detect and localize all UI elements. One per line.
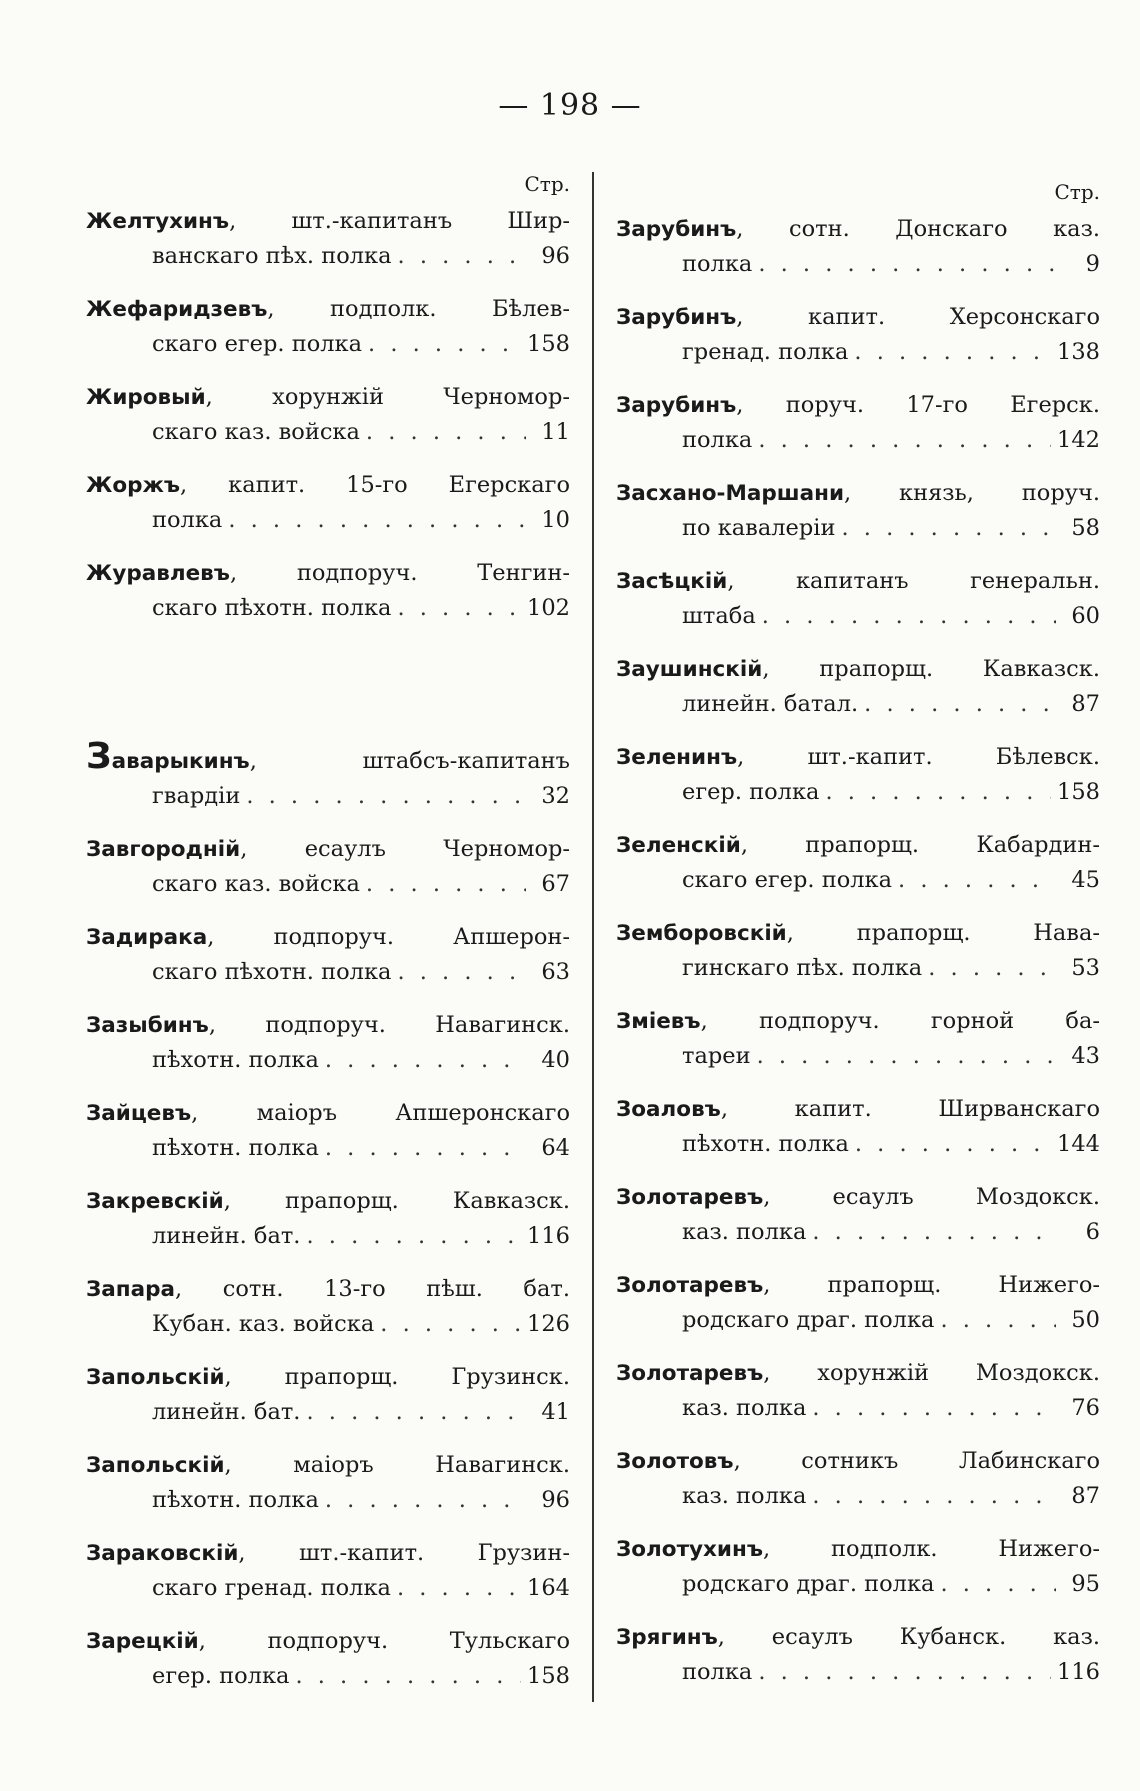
entry-page-ref: 58 bbox=[1071, 515, 1100, 541]
entry-rank-unit: , подпоруч. Тенгин- bbox=[229, 560, 570, 586]
entry-continuation: по кавалеріи bbox=[682, 515, 836, 541]
entry-rank-unit: , сотн. Донскаго каз. bbox=[736, 216, 1100, 242]
entry-continuation: пѣхотн. полка bbox=[152, 1135, 319, 1161]
index-entry bbox=[616, 740, 1100, 809]
entry-first-line bbox=[616, 740, 1100, 775]
entry-first-line bbox=[86, 468, 570, 503]
entry-surname: Заварыкинъ bbox=[86, 736, 250, 777]
dot-leader bbox=[812, 1215, 1056, 1249]
entry-page-ref: 102 bbox=[527, 595, 570, 621]
entry-page-ref: 40 bbox=[541, 1047, 570, 1073]
entry-first-line bbox=[86, 1008, 570, 1043]
entry-page-ref: 116 bbox=[1057, 1659, 1100, 1685]
dot-leader bbox=[397, 591, 521, 625]
entry-first-line bbox=[86, 1184, 570, 1219]
dot-leader bbox=[380, 1307, 521, 1341]
column-divider bbox=[592, 172, 594, 1702]
entry-continuation: Кубан. каз. войска bbox=[152, 1311, 375, 1337]
index-entry bbox=[86, 204, 570, 273]
entry-surname: Зазыбинъ bbox=[86, 1013, 209, 1038]
entry-rank-unit: , прапорщ. Нава- bbox=[786, 920, 1100, 946]
dot-leader bbox=[812, 1391, 1056, 1425]
entry-second-line bbox=[616, 1391, 1100, 1425]
entry-continuation: гинскаго пѣх. полка bbox=[682, 955, 923, 981]
entry-first-line bbox=[616, 1620, 1100, 1655]
entry-second-line bbox=[616, 1655, 1100, 1689]
entry-rank-unit: , шт.-капит. Бѣлевск. bbox=[737, 744, 1100, 770]
column-header-pages: Стр. bbox=[524, 172, 570, 196]
entry-page-ref: 158 bbox=[1057, 779, 1100, 805]
index-entry bbox=[86, 556, 570, 625]
dot-leader bbox=[228, 503, 526, 537]
entry-continuation: ванскаго пѣх. полка bbox=[152, 243, 392, 269]
entry-second-line bbox=[86, 867, 570, 901]
entry-continuation: скаго гренад. полка bbox=[152, 1575, 391, 1601]
dot-leader bbox=[306, 1219, 521, 1253]
entry-page-ref: 41 bbox=[541, 1399, 570, 1425]
entry-first-line bbox=[616, 300, 1100, 335]
index-entry bbox=[616, 388, 1100, 457]
dot-leader bbox=[762, 599, 1056, 633]
entry-page-ref: 11 bbox=[541, 419, 570, 445]
dot-leader bbox=[368, 327, 521, 361]
entry-first-line bbox=[86, 556, 570, 591]
dot-leader bbox=[366, 415, 526, 449]
entry-continuation: каз. полка bbox=[682, 1395, 807, 1421]
entry-second-line bbox=[86, 415, 570, 449]
entry-surname: Зарубинъ bbox=[616, 393, 737, 418]
entry-surname: Желтухинъ bbox=[86, 209, 230, 234]
entry-continuation: полка bbox=[682, 1659, 753, 1685]
dot-leader bbox=[325, 1483, 526, 1517]
entry-continuation: егер. полка bbox=[152, 1663, 290, 1689]
entry-first-line bbox=[616, 828, 1100, 863]
entry-rank-unit: , подполк. Бѣлев- bbox=[267, 296, 570, 322]
entry-page-ref: 126 bbox=[527, 1311, 570, 1337]
index-entry bbox=[86, 1272, 570, 1341]
dot-leader bbox=[306, 1395, 526, 1429]
entry-first-line bbox=[616, 564, 1100, 599]
entry-page-ref: 164 bbox=[527, 1575, 570, 1601]
entry-continuation: тареи bbox=[682, 1043, 751, 1069]
entry-second-line bbox=[86, 1043, 570, 1077]
entry-page-ref: 63 bbox=[541, 959, 570, 985]
entry-rank-unit: , подпоруч. Навагинск. bbox=[208, 1012, 570, 1038]
entry-second-line bbox=[86, 591, 570, 625]
index-entry bbox=[616, 1444, 1100, 1513]
entry-page-ref: 158 bbox=[527, 1663, 570, 1689]
entry-first-line bbox=[86, 1536, 570, 1571]
entry-first-line bbox=[616, 916, 1100, 951]
entry-continuation: скаго каз. войска bbox=[152, 871, 360, 897]
entry-second-line bbox=[86, 503, 570, 537]
entry-surname: Жефаридзевъ bbox=[86, 297, 268, 322]
index-entry bbox=[86, 736, 570, 813]
entry-second-line bbox=[616, 687, 1100, 721]
entry-first-line bbox=[616, 652, 1100, 687]
entry-page-ref: 64 bbox=[541, 1135, 570, 1161]
entry-second-line bbox=[86, 1395, 570, 1429]
entry-page-ref: 158 bbox=[527, 331, 570, 357]
entry-continuation: пѣхотн. полка bbox=[152, 1047, 319, 1073]
entry-surname: Запара bbox=[86, 1277, 176, 1302]
entry-first-line bbox=[616, 1444, 1100, 1479]
index-entry bbox=[616, 828, 1100, 897]
dot-leader bbox=[398, 239, 526, 273]
index-entry bbox=[616, 300, 1100, 369]
entry-rank-unit: , капит. 15-го Егерскаго bbox=[180, 472, 570, 498]
entry-surname: Зараковскій bbox=[86, 1541, 239, 1566]
entry-second-line bbox=[616, 1567, 1100, 1601]
entry-continuation: родскаго драг. полка bbox=[682, 1571, 935, 1597]
dot-leader bbox=[940, 1567, 1056, 1601]
entry-page-ref: 144 bbox=[1057, 1131, 1100, 1157]
entry-continuation: скаго каз. войска bbox=[152, 419, 360, 445]
entry-first-line bbox=[86, 292, 570, 327]
entry-surname: Засѣцкій bbox=[616, 569, 728, 594]
index-entry bbox=[616, 1620, 1100, 1689]
entry-list-left bbox=[86, 204, 570, 1693]
dot-leader bbox=[940, 1303, 1056, 1337]
dot-leader bbox=[898, 863, 1056, 897]
entry-continuation: линейн. батал. bbox=[682, 691, 859, 717]
index-entry bbox=[616, 212, 1100, 281]
dot-leader bbox=[325, 1131, 526, 1165]
entry-surname: Заушинскій bbox=[616, 657, 763, 682]
entry-second-line bbox=[616, 1127, 1100, 1161]
entry-continuation: штаба bbox=[682, 603, 756, 629]
index-entry bbox=[86, 1360, 570, 1429]
dot-leader bbox=[855, 1127, 1051, 1161]
entry-surname: Золотовъ bbox=[616, 1449, 734, 1474]
entry-second-line bbox=[86, 1659, 570, 1693]
entry-surname: Завгородній bbox=[86, 837, 241, 862]
entry-surname: Запольскій bbox=[86, 1365, 225, 1390]
entry-surname: Засхано-Маршани bbox=[616, 481, 845, 506]
entry-first-line bbox=[86, 1448, 570, 1483]
dot-leader bbox=[325, 1043, 526, 1077]
entry-page-ref: 60 bbox=[1071, 603, 1100, 629]
entry-page-ref: 95 bbox=[1071, 1571, 1100, 1597]
entry-second-line bbox=[86, 1483, 570, 1517]
entry-second-line bbox=[616, 599, 1100, 633]
dot-leader bbox=[758, 423, 1051, 457]
dot-leader bbox=[366, 867, 526, 901]
index-entry bbox=[616, 1180, 1100, 1249]
entry-surname: Зрягинъ bbox=[616, 1625, 718, 1650]
entry-rank-unit: , подпоруч. Апшерон- bbox=[207, 924, 570, 950]
entry-page-ref: 43 bbox=[1071, 1043, 1100, 1069]
entry-page-ref: 32 bbox=[541, 783, 570, 809]
dot-leader bbox=[246, 779, 526, 813]
entry-first-line bbox=[616, 1356, 1100, 1391]
entry-second-line bbox=[86, 327, 570, 361]
entry-page-ref: 53 bbox=[1071, 955, 1100, 981]
entry-second-line bbox=[616, 863, 1100, 897]
entry-rank-unit: , шт.-капитанъ Шир- bbox=[229, 208, 570, 234]
index-entry bbox=[616, 652, 1100, 721]
dot-leader bbox=[758, 1655, 1051, 1689]
entry-continuation: скаго егер. полка bbox=[682, 867, 893, 893]
entry-surname: Журавлевъ bbox=[86, 561, 230, 586]
entry-continuation: каз. полка bbox=[682, 1483, 807, 1509]
entry-continuation: скаго егер. полка bbox=[152, 331, 363, 357]
entry-continuation: линейн. бат. bbox=[152, 1399, 301, 1425]
entry-second-line bbox=[616, 511, 1100, 545]
entry-second-line bbox=[616, 775, 1100, 809]
index-entry bbox=[86, 1448, 570, 1517]
entry-surname: Зарубинъ bbox=[616, 217, 737, 242]
entry-rank-unit: , прапорщ. Кабардин- bbox=[740, 832, 1100, 858]
entry-continuation: родскаго драг. полка bbox=[682, 1307, 935, 1333]
entry-surname: Запольскій bbox=[86, 1453, 225, 1478]
entry-page-ref: 67 bbox=[541, 871, 570, 897]
page-number: — 198 — bbox=[498, 88, 642, 123]
index-entry bbox=[86, 1184, 570, 1253]
entry-surname: Закревскій bbox=[86, 1189, 224, 1214]
entry-page-ref: 96 bbox=[541, 243, 570, 269]
right-column bbox=[616, 172, 1100, 1708]
entry-first-line bbox=[616, 476, 1100, 511]
dot-leader bbox=[841, 511, 1056, 545]
entry-second-line bbox=[616, 1303, 1100, 1337]
entry-first-line bbox=[616, 1268, 1100, 1303]
entry-first-line bbox=[86, 380, 570, 415]
entry-page-ref: 142 bbox=[1057, 427, 1100, 453]
entry-continuation: егер. полка bbox=[682, 779, 820, 805]
entry-rank-unit: , хорунжій Черномор- bbox=[205, 384, 570, 410]
entry-first-line bbox=[86, 832, 570, 867]
entry-first-line bbox=[86, 204, 570, 239]
entry-page-ref: 138 bbox=[1057, 339, 1100, 365]
entry-first-line bbox=[616, 1532, 1100, 1567]
index-entry bbox=[616, 564, 1100, 633]
entry-surname: Жоржъ bbox=[86, 473, 181, 498]
index-entry bbox=[86, 920, 570, 989]
entry-rank-unit: , шт.-капит. Грузин- bbox=[238, 1540, 570, 1566]
entry-second-line bbox=[616, 1479, 1100, 1513]
entry-continuation: каз. полка bbox=[682, 1219, 807, 1245]
left-column bbox=[86, 172, 570, 1712]
entry-rank-unit: , есаулъ Кубанск. каз. bbox=[717, 1624, 1100, 1650]
index-entry bbox=[86, 1536, 570, 1605]
entry-rank-unit: , капитанъ генеральн. bbox=[727, 568, 1100, 594]
entry-rank-unit: , маіоръ Апшеронскаго bbox=[191, 1100, 570, 1126]
entry-rank-unit: , прапорщ. Грузинск. bbox=[224, 1364, 570, 1390]
dot-leader bbox=[758, 247, 1056, 281]
entry-second-line bbox=[616, 247, 1100, 281]
entry-second-line bbox=[86, 779, 570, 813]
index-entry bbox=[616, 1092, 1100, 1161]
entry-surname: Зеленскій bbox=[616, 833, 741, 858]
entry-rank-unit: , подпоруч. горной ба- bbox=[700, 1008, 1100, 1034]
entry-surname: Золотаревъ bbox=[616, 1273, 764, 1298]
entry-first-line bbox=[616, 1092, 1100, 1127]
entry-rank-unit: , есаулъ Черномор- bbox=[240, 836, 570, 862]
entry-first-line bbox=[616, 212, 1100, 247]
entry-continuation: полка bbox=[682, 427, 753, 453]
entry-page-ref: 10 bbox=[541, 507, 570, 533]
entry-second-line bbox=[616, 1215, 1100, 1249]
entry-second-line bbox=[616, 951, 1100, 985]
entry-rank-unit: , прапорщ. Нижего- bbox=[763, 1272, 1100, 1298]
entry-second-line bbox=[616, 335, 1100, 369]
entry-surname: Зайцевъ bbox=[86, 1101, 192, 1126]
column-header-pages: Стр. bbox=[1054, 180, 1100, 204]
entry-page-ref: 96 bbox=[541, 1487, 570, 1513]
section-initial-letter: З bbox=[86, 736, 112, 777]
entry-rank-unit: , капит. Херсонскаго bbox=[736, 304, 1100, 330]
entry-second-line bbox=[86, 955, 570, 989]
dot-leader bbox=[295, 1659, 521, 1693]
entry-continuation: полка bbox=[152, 507, 223, 533]
entry-page-ref: 87 bbox=[1071, 1483, 1100, 1509]
entry-continuation: пѣхотн. полка bbox=[152, 1487, 319, 1513]
entry-page-ref: 76 bbox=[1071, 1395, 1100, 1421]
entry-page-ref: 116 bbox=[527, 1223, 570, 1249]
entry-second-line bbox=[86, 1307, 570, 1341]
entry-page-ref: 87 bbox=[1071, 691, 1100, 717]
entry-continuation: полка bbox=[682, 251, 753, 277]
entry-rank-unit: , поруч. 17-го Егерск. bbox=[736, 392, 1100, 418]
entry-rank-unit: , хорунжій Моздокск. bbox=[763, 1360, 1100, 1386]
entry-rank-unit: , прапорщ. Кавказск. bbox=[762, 656, 1100, 682]
index-entry bbox=[86, 1624, 570, 1693]
entry-rank-unit: , сотн. 13-го пѣш. бат. bbox=[175, 1276, 570, 1302]
index-entry bbox=[86, 832, 570, 901]
entry-rank-unit: , подпоруч. Тульскаго bbox=[198, 1628, 570, 1654]
entry-surname: Зарецкій bbox=[86, 1629, 199, 1654]
entry-page-ref: 6 bbox=[1085, 1219, 1100, 1245]
entry-rank-unit: , капит. Ширванскаго bbox=[720, 1096, 1100, 1122]
entry-second-line bbox=[86, 1131, 570, 1165]
entry-first-line bbox=[86, 1272, 570, 1307]
entry-second-line bbox=[86, 1219, 570, 1253]
entry-continuation: линейн. бат. bbox=[152, 1223, 301, 1249]
dot-leader bbox=[854, 335, 1051, 369]
dot-leader bbox=[825, 775, 1051, 809]
entry-continuation: скаго пѣхотн. полка bbox=[152, 595, 392, 621]
entry-second-line bbox=[616, 1039, 1100, 1073]
entry-rank-unit: , прапорщ. Кавказск. bbox=[223, 1188, 570, 1214]
entry-rank-unit: , штабсъ-капитанъ bbox=[249, 748, 570, 774]
entry-rank-unit: , князь, поруч. bbox=[844, 480, 1100, 506]
dot-leader bbox=[928, 951, 1056, 985]
index-entry bbox=[616, 1004, 1100, 1073]
entry-page-ref: 9 bbox=[1085, 251, 1100, 277]
dot-leader bbox=[397, 955, 526, 989]
index-entry bbox=[86, 1096, 570, 1165]
entry-surname: Зарубинъ bbox=[616, 305, 737, 330]
entry-page-ref: 45 bbox=[1071, 867, 1100, 893]
entry-rank-unit: , маіоръ Навагинск. bbox=[224, 1452, 570, 1478]
index-entry bbox=[86, 380, 570, 449]
entry-second-line bbox=[616, 423, 1100, 457]
index-entry bbox=[616, 1268, 1100, 1337]
entry-first-line bbox=[616, 1180, 1100, 1215]
entry-surname: Зоаловъ bbox=[616, 1097, 721, 1122]
entry-first-line bbox=[86, 1360, 570, 1395]
entry-page-ref: 50 bbox=[1071, 1307, 1100, 1333]
entry-surname: Золотухинъ bbox=[616, 1537, 763, 1562]
dot-leader bbox=[757, 1039, 1056, 1073]
index-entry bbox=[616, 1356, 1100, 1425]
entry-rank-unit: , сотникъ Лабинскаго bbox=[733, 1448, 1100, 1474]
entry-second-line bbox=[86, 1571, 570, 1605]
entry-first-line bbox=[86, 736, 570, 779]
entry-first-line bbox=[616, 388, 1100, 423]
entry-continuation: гренад. полка bbox=[682, 339, 849, 365]
entry-rank-unit: , подполк. Нижего- bbox=[762, 1536, 1100, 1562]
entry-surname: Зміевъ bbox=[616, 1009, 701, 1034]
entry-continuation: гвардіи bbox=[152, 783, 241, 809]
entry-continuation: пѣхотн. полка bbox=[682, 1131, 849, 1157]
entry-surname: Земборовскій bbox=[616, 921, 787, 946]
index-entry bbox=[616, 476, 1100, 545]
dot-leader bbox=[397, 1571, 521, 1605]
entry-surname: Зеленинъ bbox=[616, 745, 738, 770]
entry-first-line bbox=[86, 1096, 570, 1131]
entry-list-right bbox=[616, 212, 1100, 1689]
entry-surname: Золотаревъ bbox=[616, 1185, 764, 1210]
entry-surname: Золотаревъ bbox=[616, 1361, 764, 1386]
entry-continuation: скаго пѣхотн. полка bbox=[152, 959, 392, 985]
entry-surname: Жировый bbox=[86, 385, 206, 410]
entry-second-line bbox=[86, 239, 570, 273]
index-entry bbox=[86, 468, 570, 537]
entry-first-line bbox=[86, 1624, 570, 1659]
entry-first-line bbox=[86, 920, 570, 955]
entry-surname: Задирака bbox=[86, 925, 208, 950]
dot-leader bbox=[812, 1479, 1056, 1513]
entry-rank-unit: , есаулъ Моздокск. bbox=[763, 1184, 1100, 1210]
entry-first-line bbox=[616, 1004, 1100, 1039]
index-entry bbox=[616, 1532, 1100, 1601]
dot-leader bbox=[864, 687, 1056, 721]
index-entry bbox=[86, 292, 570, 361]
index-entry bbox=[86, 1008, 570, 1077]
index-entry bbox=[616, 916, 1100, 985]
